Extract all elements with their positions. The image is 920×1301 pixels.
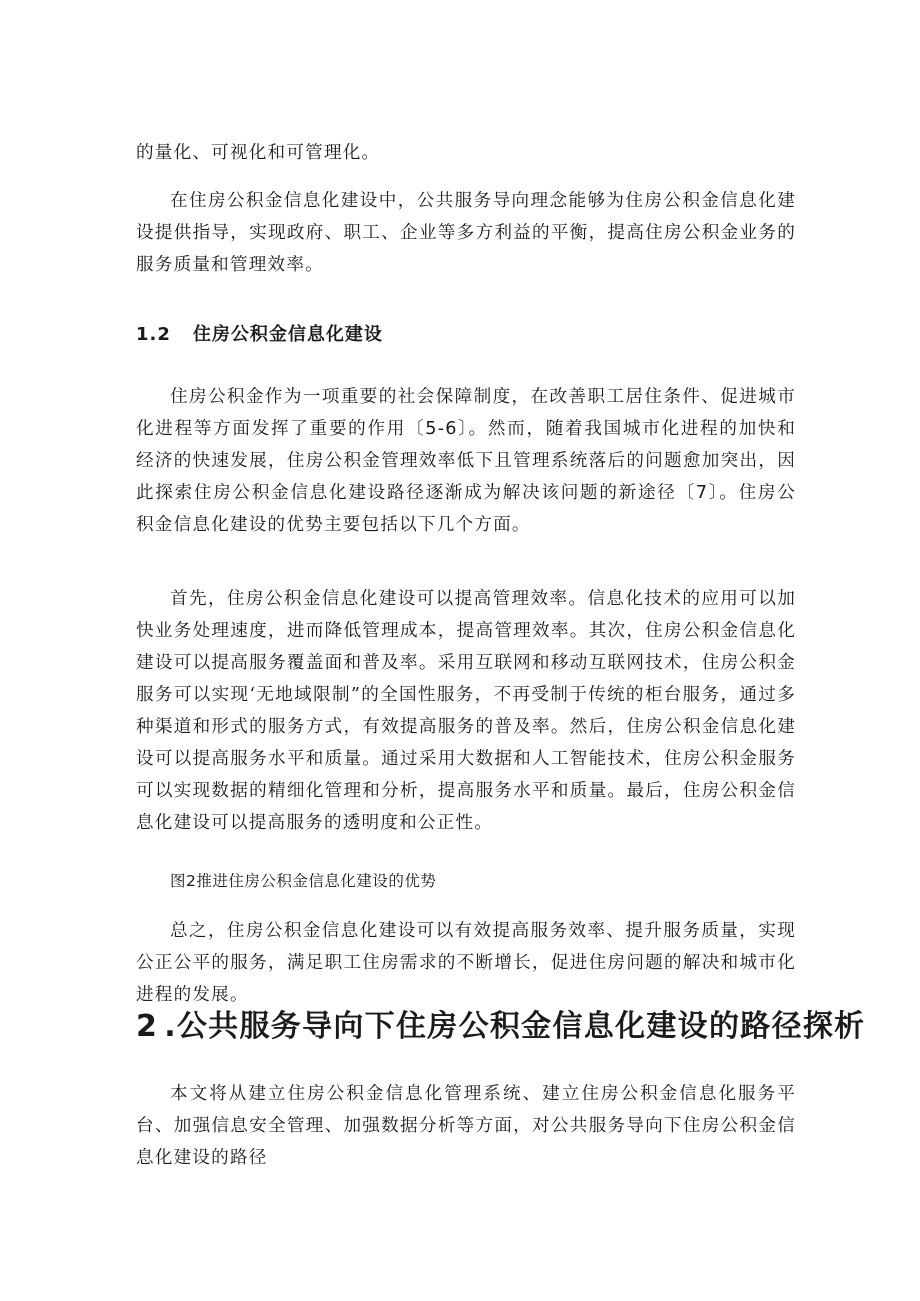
- section-number: 1.2: [136, 324, 171, 345]
- paragraph-text: [136, 381, 796, 541]
- paragraph-text: 本文将从建立住房公积金信息化管理系统、建立住房公积金信息化服务平台、加强信息安全管理、加强数据分析等方面，对公共服务导向下住房公积金信息化建设的路径: [136, 1084, 796, 1168]
- section-heading-1-2: [136, 319, 796, 351]
- paragraph-public-service: [136, 185, 796, 281]
- figure-caption-text: 图2推进住房公积金信息化建设的优势: [170, 872, 437, 890]
- paragraph-text: 在住房公积金信息化建设中，公共服务导向理念能够为住房公积金信息化建设提供指导，实现政府、职工、企业等多方利益的平衡，提高住房公积金业务的服务质量和管理效率。: [136, 191, 796, 275]
- chapter-title: .公共服务导向下住房公积金信息化建设的路径探析: [164, 1009, 866, 1044]
- chapter-number: 2: [136, 1009, 159, 1044]
- paragraph-importance: [136, 381, 796, 541]
- section-heading: [136, 319, 796, 351]
- section-title: 住房公积金信息化建设: [192, 324, 383, 345]
- paragraph-text: 首先，住房公积金信息化建设可以提高管理效率。信息化技术的应用可以加快业务处理速度，进而降低管理成本，提高管理效率。其次，住房公积金信息化建设可以提高服务覆盖面和普及率。采用互联网和移动互联网技术，住房公积金服务可以实现‘无地域限制”的全国性服务，不再受制于传统的柜台服务，通过多种渠道和形式的服务方式，有效提高服务的普及率。然后，住房公积金信息化建设可以提高服务水平和质量。通过采用大数据和人工智能技术，住房公积金服务可以实现数据的精细化管理和分析，提高服务水平和质量。最后，住房公积金信息化建设可以提高服务的透明度和公正性。: [136, 589, 796, 833]
- citation-5-6: 〔5-6〕: [406, 419, 469, 439]
- section-heading-2: [136, 1005, 866, 1049]
- paragraph-text: 总之，住房公积金信息化建设可以有效提高服务效率、提升服务质量，实现公正公平的服务，满足职工住房需求的不断增长，促进住房问题的解决和城市化进程的发展。: [136, 921, 796, 1005]
- citation-7: 〔7〕: [676, 483, 720, 503]
- figure-caption: [136, 866, 796, 896]
- text-run: 。然而，随着我国城市化进程的加快和经济的快速发展，住房公积金管理效率低下且管理系统落后的问题愈加突出，因此探索住房公积金信息化建设路径逐渐成为解决该问题的新途径: [136, 419, 796, 503]
- paragraph-intro: [136, 1078, 796, 1174]
- paragraph-text: 的量化、可视化和可管理化。: [136, 143, 381, 163]
- paragraph-summary: [136, 915, 796, 1011]
- paragraph-continued: [136, 137, 796, 169]
- text-run: 住房公积金作为一项重要的社会保障制度，在改善职工居住条件、促进城市化进程等方面发挥了重要的作用: [136, 387, 796, 439]
- paragraph-advantages: [136, 583, 796, 839]
- chapter-heading: [136, 1005, 866, 1049]
- text-run: 。住房公积金信息化建设的优势主要包括以下几个方面。: [136, 483, 796, 535]
